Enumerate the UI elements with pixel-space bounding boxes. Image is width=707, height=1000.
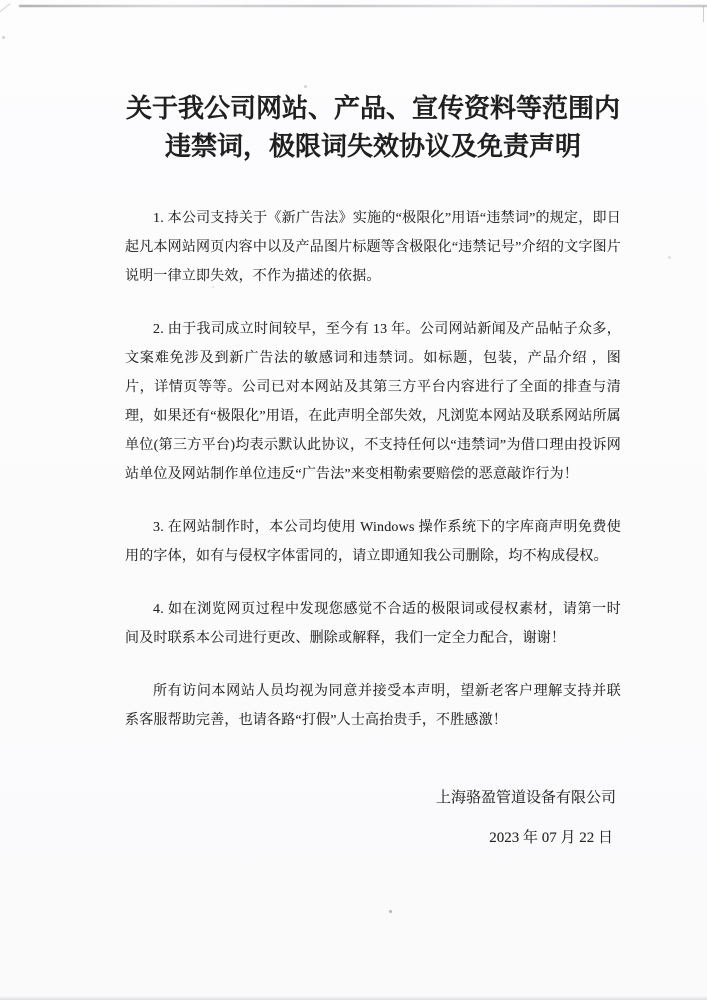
document-body [125,0,621,853]
scan-speck [389,910,392,913]
paragraph-3: 3. 在网站制作时，本公司均使用 Windows 操作系统下的字库商声明免费使用的字体，如有与侵权字体雷同的，请立即通知我公司删除，均不构成侵权。 [125,520,621,564]
scan-speck [668,256,671,259]
scan-paper-bottom-edge [0,996,707,1000]
company-name: 上海骆盈管道设备有限公司 [435,790,616,806]
signature-block [125,784,621,853]
document-title [125,90,621,166]
scan-corner-artifact [0,3,11,14]
closing-paragraph: 所有访问本网站人员均视为同意并接受本声明，望新老客户理解支持并联系客服帮助完善，也请各路“打假”人士高抬贵手，不胜感激！ [125,684,621,728]
paragraph-2: 2. 由于我司成立时间较早，至今有 13 年。公司网站新闻及产品帖子众多，文案难免涉及到新广告法的敏感词和违禁词。如标题，包装，产品介绍 ，图片，详情页等等。公司已对本网站及其第三方平台内容进行了全面的排查与清理，如果还有“极限化”用语，在此声明全部失效，凡浏览本网站及联系网站所属单位(第三方平台)均表示默认此协议，不支持任何以“违禁词”为借口理由投诉网站单位及网站制作单位违反“广告法”来变相勒索要赔偿的恶意敲诈行为！ [125,322,621,482]
scan-speck [2,36,5,39]
signature-date: 2023 年 07 月 22 日 [489,830,613,846]
paragraph-4: 4. 如在浏览网页过程中发现您感觉不合适的极限词或侵权素材，请第一时间及时联系本公司进行更改、删除或解释，我们一定全力配合，谢谢！ [125,602,621,646]
document-title-line-2: 违禁词，极限词失效协议及免责声明 [164,132,581,161]
document-title-line-1: 关于我公司网站、产品、宣传资料等范围内 [125,94,620,123]
scan-paper-right-edge [703,6,704,22]
paragraph-1: 1. 本公司支持关于《新广告法》实施的“极限化”用语“违禁词”的规定，即日起凡本网站网页内容中以及产品图片标题等含极限化“违禁记号”介绍的文字图片说明一律立即失效，不作为描述的依据。 [125,211,621,284]
